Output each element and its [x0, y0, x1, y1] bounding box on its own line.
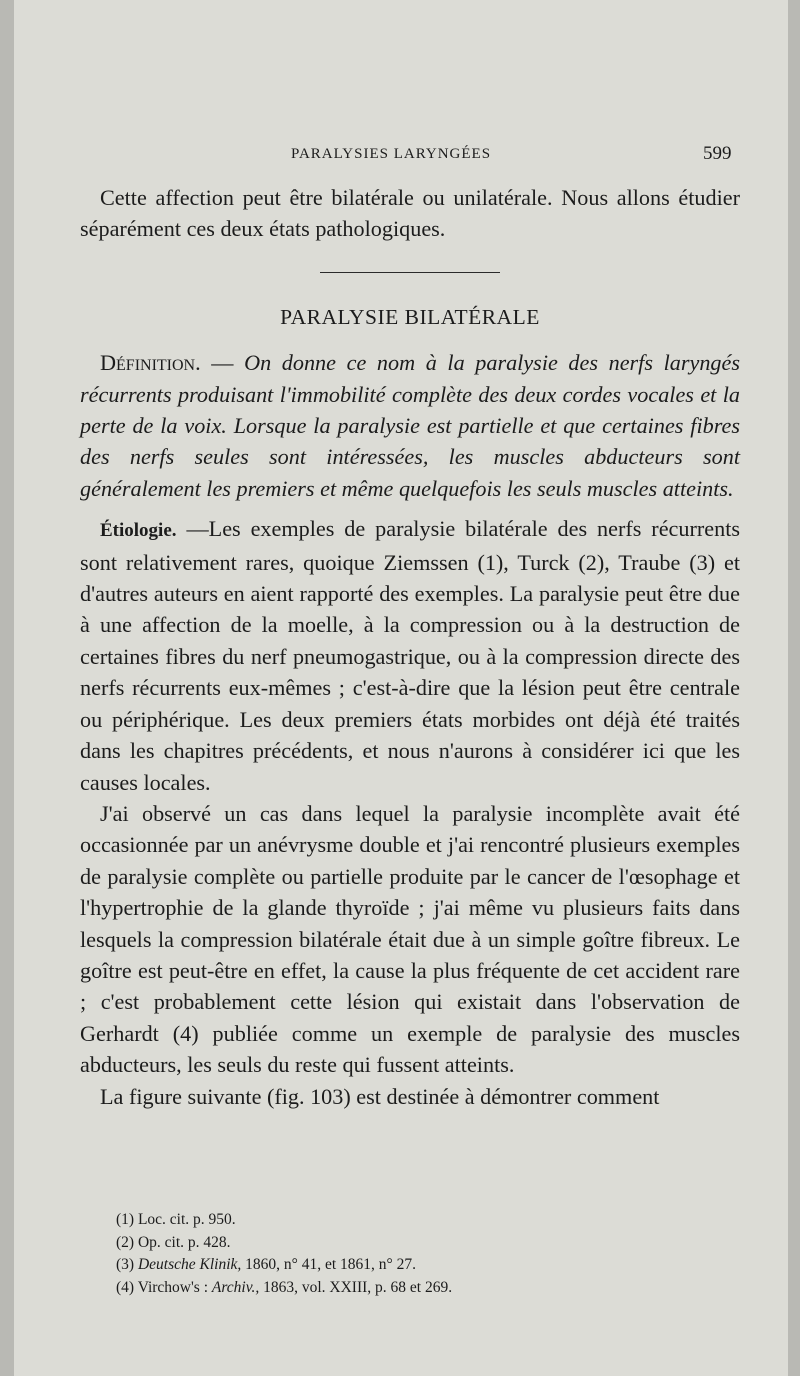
- intro-paragraph: Cette affection peut être bilatérale ou unilatérale. Nous allons étudier séparément ces deux états pathologiques.: [80, 185, 740, 242]
- definition-term: Définition.: [100, 350, 201, 376]
- section-divider: [320, 272, 500, 273]
- footnote-4: [116, 1277, 746, 1300]
- definition-paragraph: [80, 347, 740, 504]
- figure-paragraph: La figure suivante (fig. 103) est destinée à démontrer comment: [100, 1083, 660, 1109]
- footnote-text: Op. cit. p. 428.: [137, 1233, 231, 1251]
- footnote-text: 1860, n° 41, et 1861, n° 27.: [245, 1256, 416, 1273]
- footnotes: [116, 1209, 746, 1299]
- etiology-paragraph: [80, 513, 740, 798]
- footnote-number: (3): [116, 1256, 135, 1273]
- footnote-3: [116, 1254, 746, 1277]
- footnote-1: [116, 1209, 746, 1232]
- footnote-text: Loc. cit. p. 950.: [137, 1211, 236, 1228]
- page-number: 599: [703, 143, 732, 164]
- definition-text: On donne ce nom à la paralysie des nerfs laryngés récurrents produisant l'immobilité complète des deux cordes vocales et la perte de la voix. Lorsque la paralysie est partielle et que certaines fibres des nerfs seules sont intéressées, les muscles abducteurs sont généralement les premiers et même quelquefois les seuls muscles atteints.: [80, 350, 740, 501]
- footnote-prefix: Virchow's :: [137, 1278, 208, 1296]
- definition-dash: —: [200, 350, 245, 376]
- book-page: [14, 0, 788, 1376]
- footnote-text: 1863, vol. XXIII, p. 68 et 269.: [263, 1278, 453, 1296]
- etiology-term: Étiologie.: [100, 520, 177, 542]
- body-text: [80, 182, 740, 1112]
- footnote-source: Archiv.,: [211, 1278, 260, 1296]
- footnote-number: (1): [116, 1211, 135, 1228]
- etiology-text: Les exemples de paralysie bilatérale des nerfs récurrents sont relativement rares, quoique Ziemssen (1), Turck (2), Traube (3) et d'autres auteurs en aient rapporté des exemples. La paralysie peut être due à une affection de la moelle, à la compression ou à la destruction de certaines fibres du nerf pneumogastrique, ou à la compression directe des nerfs récurrents eux-mêmes ; c'est-à-dire que la lésion peut être centrale ou périphérique. Les deux premiers états morbides ont déjà été traités dans les chapitres précédents, et nous n'aurons à considérer ici que les causes locales.: [80, 516, 741, 795]
- footnote-number: (4): [116, 1278, 135, 1296]
- observation-paragraph: J'ai observé un cas dans lequel la paralysie incomplète avait été occasionnée par un anévrysme double et j'ai rencontré plusieurs exemples de paralysie complète ou partielle produite par le cancer de l'œsophage et l'hypertrophie de la glande thyroïde ; j'ai même vu plusieurs faits dans lesquels la compression bilatérale était due à un simple goître fibreux. Le goître est peut-être en effet, la cause la plus fréquente de cet accident rare ; c'est probablement cette lésion qui existait dans l'observation de Gerhardt (4) publiée comme un exemple de paralysie des muscles abducteurs, les seuls du reste qui fussent atteints.: [80, 800, 740, 1078]
- etiology-dash: —: [176, 516, 209, 542]
- page-header: [14, 143, 788, 168]
- section-title: PARALYSIE BILATÉRALE: [280, 304, 540, 329]
- running-title: PARALYSIES LARYNGÉES: [291, 146, 492, 162]
- footnote-source: Deutsche Klinik,: [137, 1256, 242, 1273]
- footnote-number: (2): [116, 1233, 135, 1251]
- footnote-2: [116, 1232, 746, 1255]
